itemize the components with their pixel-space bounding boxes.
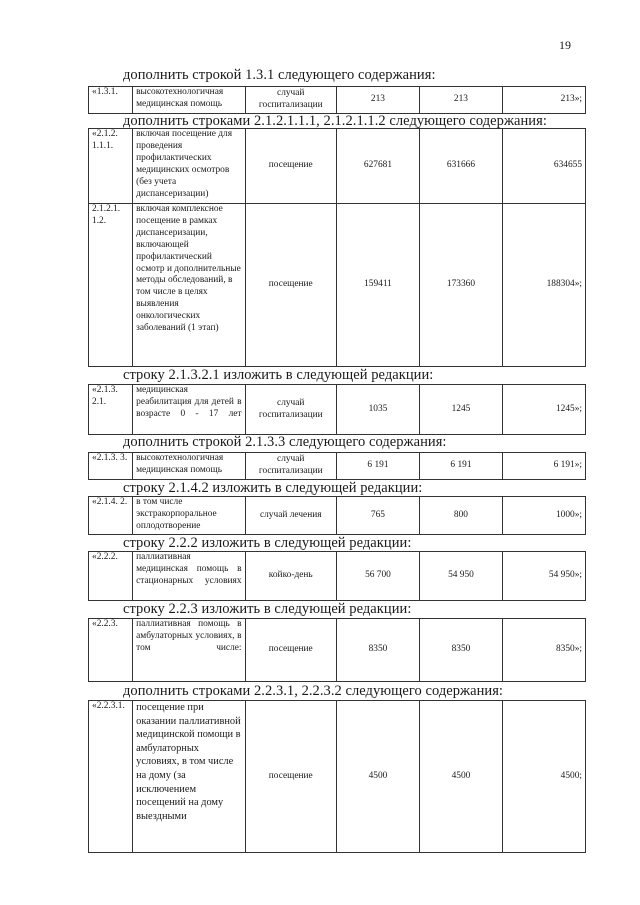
row-name: медицинская реабилитация для детей в возрасте 0 - 17 лет [133,385,245,435]
row-name: посещение при оказании паллиативной медицинской помощи в амбулаторных условиях, в том числе на дому (за исключением посещений на дому выездными [133,701,245,853]
table-row [89,497,586,535]
row-value-1: 4500 [336,701,419,853]
row-name: высокотехнологичная медицинская помощь [133,87,245,114]
row-value-2: 213 [419,87,502,114]
row-value-3: 1000»; [502,497,585,535]
row-number: «1.3.1. [89,87,133,114]
row-name: в том числе экстракорпоральное оплодотворение [133,497,245,535]
row-unit: посещение [245,701,336,853]
caption-3: строку 2.1.3.2.1 изложить в следующей редакции: [123,367,434,383]
row-value-1: 6 191 [336,453,419,480]
row-table-5 [88,496,586,535]
row-value-1: 8350 [336,619,419,682]
row-value-2: 1245 [419,385,502,435]
row-name: включая комплексное посещение в рамках диспансеризации, включающей профилактический осмотр и дополнительные методы обследований, в том числе в целях выявления онкологических заболеваний (1 этап) [133,204,245,367]
row-table-1 [88,86,586,114]
row-table-6 [88,551,586,601]
row-value-3: 213»; [502,87,585,114]
row-value-1: 213 [336,87,419,114]
row-name: паллиативная помощь в амбулаторных условиях, в том числе: [133,619,245,682]
row-name: высокотехнологичная медицинская помощь [133,453,245,480]
row-value-1: 56 700 [336,552,419,601]
table-row [89,552,586,601]
row-unit: посещение [245,129,336,204]
table-row [89,385,586,435]
caption-7: строку 2.2.3 изложить в следующей редакции: [123,601,412,617]
table-row [89,701,586,853]
row-value-2: 8350 [419,619,502,682]
row-number: «2.2.2. [89,552,133,601]
row-unit: посещение [245,204,336,367]
row-table-2 [88,128,586,367]
row-table-8 [88,700,586,853]
row-name: паллиативная медицинская помощь в стационарных условиях [133,552,245,601]
row-number: «2.2.3.1. [89,701,133,853]
row-unit: случай лечения [245,497,336,535]
caption-4: дополнить строкой 2.1.3.3 следующего содержания: [123,434,447,450]
row-number: «2.1.2. 1.1.1. [89,129,133,204]
row-value-2: 173360 [419,204,502,367]
row-value-2: 54 950 [419,552,502,601]
table-row [89,204,586,367]
row-unit: случай госпитализации [245,385,336,435]
table-row [89,619,586,682]
row-value-1: 765 [336,497,419,535]
row-number: «2.1.3. 2.1. [89,385,133,435]
row-unit: койко-день [245,552,336,601]
row-table-4 [88,452,586,480]
row-value-3: 1245»; [502,385,585,435]
row-value-3: 8350»; [502,619,585,682]
caption-6: строку 2.2.2 изложить в следующей редакции: [123,535,412,551]
row-table-7 [88,618,586,682]
row-value-1: 1035 [336,385,419,435]
row-unit: посещение [245,619,336,682]
row-value-2: 631666 [419,129,502,204]
caption-5: строку 2.1.4.2 изложить в следующей редакции: [123,480,423,496]
row-value-1: 159411 [336,204,419,367]
row-value-2: 800 [419,497,502,535]
table-row [89,129,586,204]
row-value-3: 188304»; [502,204,585,367]
row-value-3: 4500; [502,701,585,853]
row-value-2: 4500 [419,701,502,853]
caption-2: дополнить строками 2.1.2.1.1.1, 2.1.2.1.1.2 следующего содержания: [123,113,547,129]
row-unit: случай госпитализации [245,87,336,114]
row-table-3 [88,384,586,435]
caption-1: дополнить строкой 1.3.1 следующего содержания: [123,67,436,83]
row-number: «2.2.3. [89,619,133,682]
row-number: «2.1.3. 3. [89,453,133,480]
row-value-3: 6 191»; [502,453,585,480]
row-value-2: 6 191 [419,453,502,480]
row-value-3: 634655 [502,129,585,204]
caption-8: дополнить строками 2.2.3.1, 2.2.3.2 следующего содержания: [123,683,504,699]
row-number: 2.1.2.1. 1.2. [89,204,133,367]
table-row [89,453,586,480]
row-unit: случай госпитализации [245,453,336,480]
table-row [89,87,586,114]
row-value-1: 627681 [336,129,419,204]
row-name: включая посещение для проведения профилактических медицинских осмотров (без учета диспансеризации) [133,129,245,204]
row-number: «2.1.4. 2. [89,497,133,535]
row-value-3: 54 950»; [502,552,585,601]
page-number: 19 [559,38,571,52]
